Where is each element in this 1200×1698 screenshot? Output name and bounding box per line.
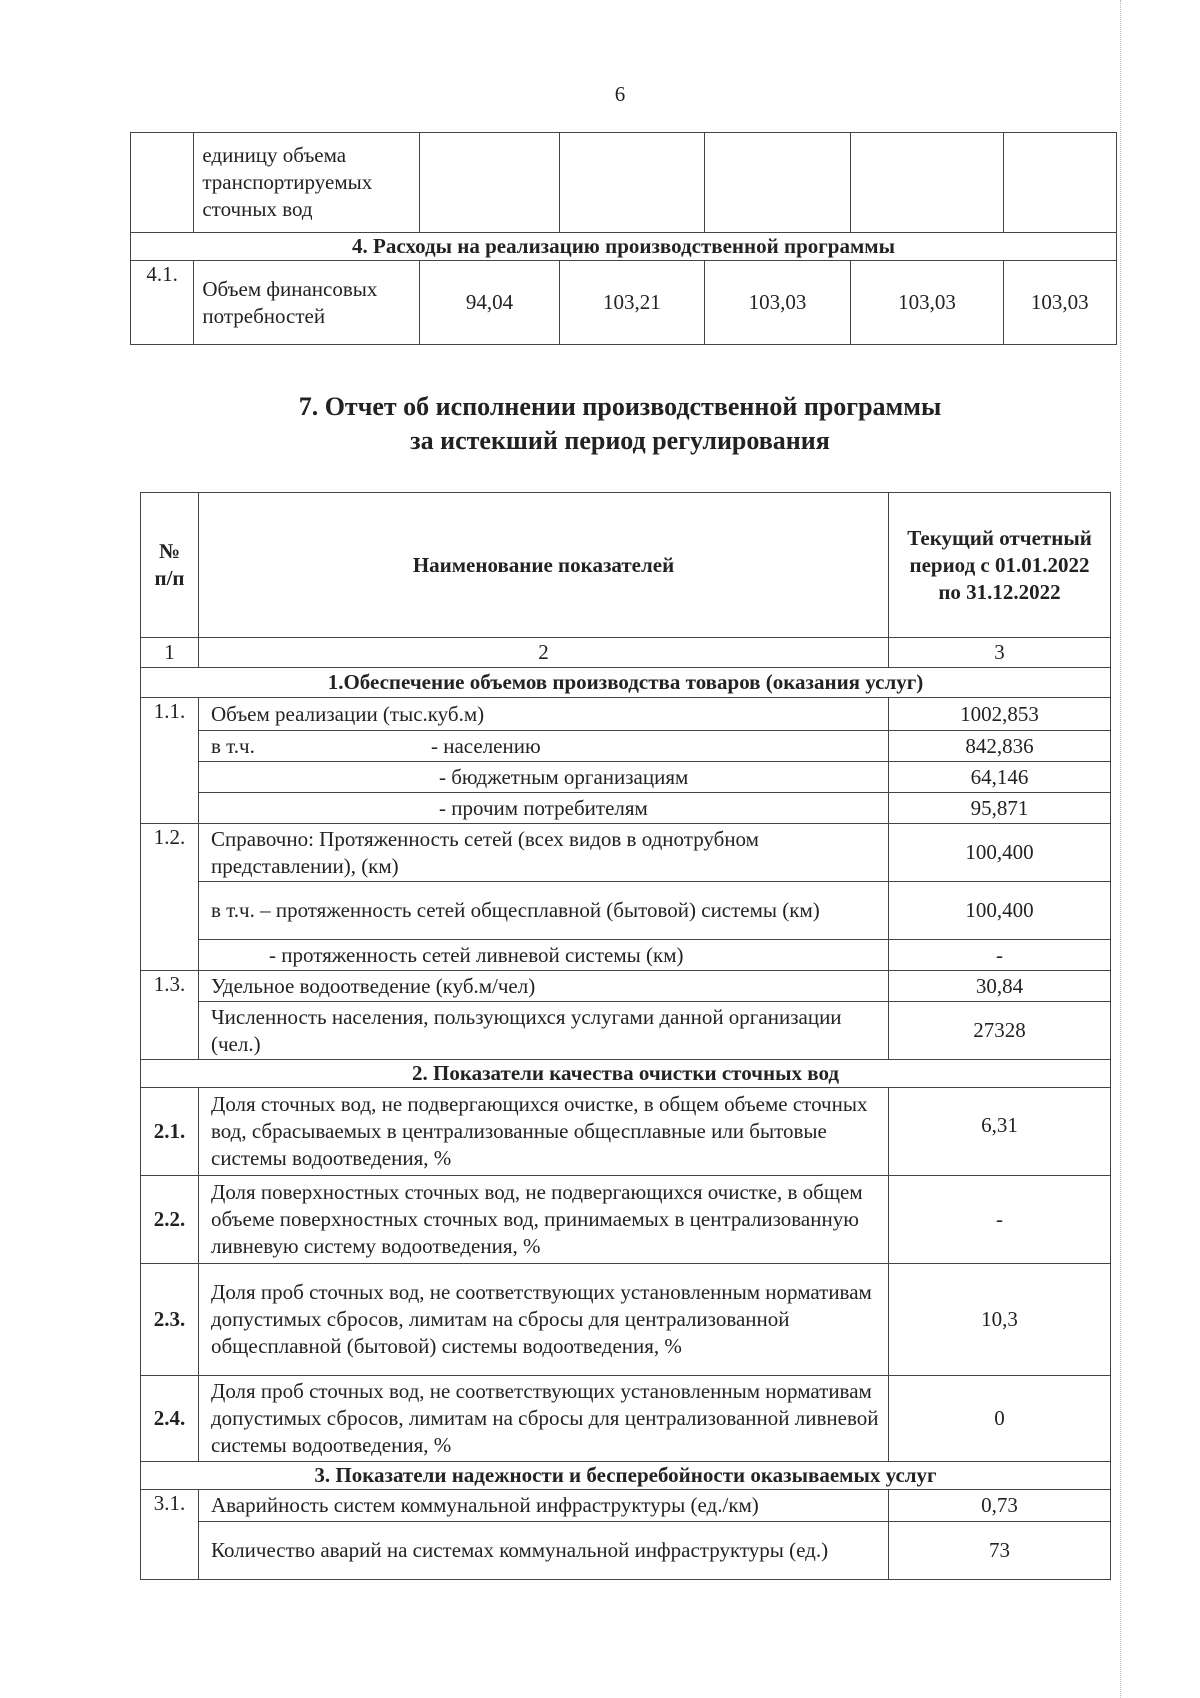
row-number: 1.2. <box>141 824 199 971</box>
value-cell: 0,73 <box>889 1490 1111 1522</box>
section-row <box>141 1060 1111 1088</box>
value-cell: 100,400 <box>889 824 1111 882</box>
value-cell: 103,03 <box>1003 261 1116 345</box>
report-table <box>140 492 1111 1580</box>
title-line: за истекший период регулирования <box>410 426 830 455</box>
table-row <box>141 1376 1111 1462</box>
page-number: 6 <box>614 82 626 106</box>
value-cell: 100,400 <box>889 882 1111 940</box>
section-3-title: 3. Показатели надежности и бесперебойности оказываемых услуг <box>141 1462 1111 1490</box>
row-name: Доля проб сточных вод, не соответствующих установленным нормативам допустимых сбросов, лимитам на сбросы для централизованной общесплавной (бытовой) системы водоотведения, % <box>199 1264 889 1376</box>
value-cell: 0 <box>889 1376 1111 1462</box>
col-number: 1 <box>141 638 199 668</box>
row-number: 2.3. <box>141 1264 199 1376</box>
value-cell: 30,84 <box>889 971 1111 1002</box>
table-row <box>141 971 1111 1002</box>
table-row <box>141 1490 1111 1522</box>
row-name: Доля проб сточных вод, не соответствующих установленным нормативам допустимых сбросов, лимитам на сбросы для централизованной ливневой системы водоотведения, % <box>199 1376 889 1462</box>
title-line: 7. Отчет об исполнении производственной программы <box>298 392 942 421</box>
section-2-title: 2. Показатели качества очистки сточных вод <box>141 1060 1111 1088</box>
value-cell: 6,31 <box>889 1088 1111 1176</box>
table-row <box>141 1002 1111 1060</box>
continued-text: единицу объема транспортируемых сточных вод <box>194 133 420 233</box>
value-cell: - <box>889 1176 1111 1264</box>
value-cell: 103,03 <box>704 261 851 345</box>
col-number: 2 <box>199 638 889 668</box>
table-row <box>141 731 1111 762</box>
col-number: 3 <box>889 638 1111 668</box>
section-7-title <box>0 390 1200 458</box>
row-name: Количество аварий на системах коммунальной инфраструктуры (ед.) <box>199 1522 889 1580</box>
row-number: 2.2. <box>141 1176 199 1264</box>
section-4-title: 4. Расходы на реализацию производственной программы <box>131 233 1117 261</box>
row-name: - населению <box>431 733 541 758</box>
value-cell: 94,04 <box>420 261 560 345</box>
table-row <box>141 1264 1111 1376</box>
row-name: в т.ч. – протяженность сетей общесплавной (бытовой) системы (км) <box>199 882 889 940</box>
row-name: - прочим потребителям <box>199 793 889 824</box>
row-name: Объем реализации (тыс.куб.м) <box>199 698 889 731</box>
row-name: Аварийность систем коммунальной инфраструктуры (ед./км) <box>199 1490 889 1522</box>
table-row <box>141 1522 1111 1580</box>
table-row <box>141 698 1111 731</box>
table-row <box>141 793 1111 824</box>
value-cell: 10,3 <box>889 1264 1111 1376</box>
header-name: Наименование показателей <box>199 493 889 638</box>
row-prefix: в т.ч. <box>211 733 255 758</box>
table-row <box>131 133 1117 233</box>
value-cell: 73 <box>889 1522 1111 1580</box>
header-period: Текущий отчетный период с 01.01.2022 по 31.12.2022 <box>889 493 1111 638</box>
table-row <box>141 882 1111 940</box>
row-number: 3.1. <box>141 1490 199 1580</box>
column-numbers-row <box>141 638 1111 668</box>
section-row <box>141 1462 1111 1490</box>
row-name: Удельное водоотведение (куб.м/чел) <box>199 971 889 1002</box>
row-number: 2.4. <box>141 1376 199 1462</box>
row-number: 1.3. <box>141 971 199 1060</box>
table-row <box>141 762 1111 793</box>
row-name: - протяженность сетей ливневой системы (км) <box>199 940 889 971</box>
table-row <box>141 940 1111 971</box>
value-cell: 1002,853 <box>889 698 1111 731</box>
row-number: 2.1. <box>141 1088 199 1176</box>
top-table <box>130 132 1117 345</box>
value-cell: 842,836 <box>889 731 1111 762</box>
table-row <box>131 261 1117 345</box>
row-name: Численность населения, пользующихся услугами данной организации (чел.) <box>199 1002 889 1060</box>
header-num: № п/п <box>141 493 199 638</box>
value-cell: 103,03 <box>851 261 1003 345</box>
table-row <box>141 824 1111 882</box>
table-row <box>141 1088 1111 1176</box>
header-row <box>141 493 1111 638</box>
value-cell: 103,21 <box>560 261 705 345</box>
table-row <box>141 1176 1111 1264</box>
section-row <box>141 668 1111 698</box>
row-number: 1.1. <box>141 698 199 824</box>
row-name: - бюджетным организациям <box>199 762 889 793</box>
value-cell: 64,146 <box>889 762 1111 793</box>
scan-edge-line <box>1120 0 1122 1698</box>
row-number: 4.1. <box>131 261 194 345</box>
value-cell: 27328 <box>889 1002 1111 1060</box>
section-1-title: 1.Обеспечение объемов производства товаров (оказания услуг) <box>141 668 1111 698</box>
row-name: Объем финансовых потребностей <box>194 261 420 345</box>
row-name: Доля сточных вод, не подвергающихся очистке, в общем объеме сточных вод, сбрасываемых в централизованные общесплавные или бытовые системы водоотведения, % <box>199 1088 889 1176</box>
value-cell: 95,871 <box>889 793 1111 824</box>
section-row <box>131 233 1117 261</box>
row-name: Доля поверхностных сточных вод, не подвергающихся очистке, в общем объеме поверхностных сточных вод, принимаемых в централизованную ливневую систему водоотведения, % <box>199 1176 889 1264</box>
row-name: Справочно: Протяженность сетей (всех видов в однотрубном представлении), (км) <box>199 824 889 882</box>
value-cell: - <box>889 940 1111 971</box>
